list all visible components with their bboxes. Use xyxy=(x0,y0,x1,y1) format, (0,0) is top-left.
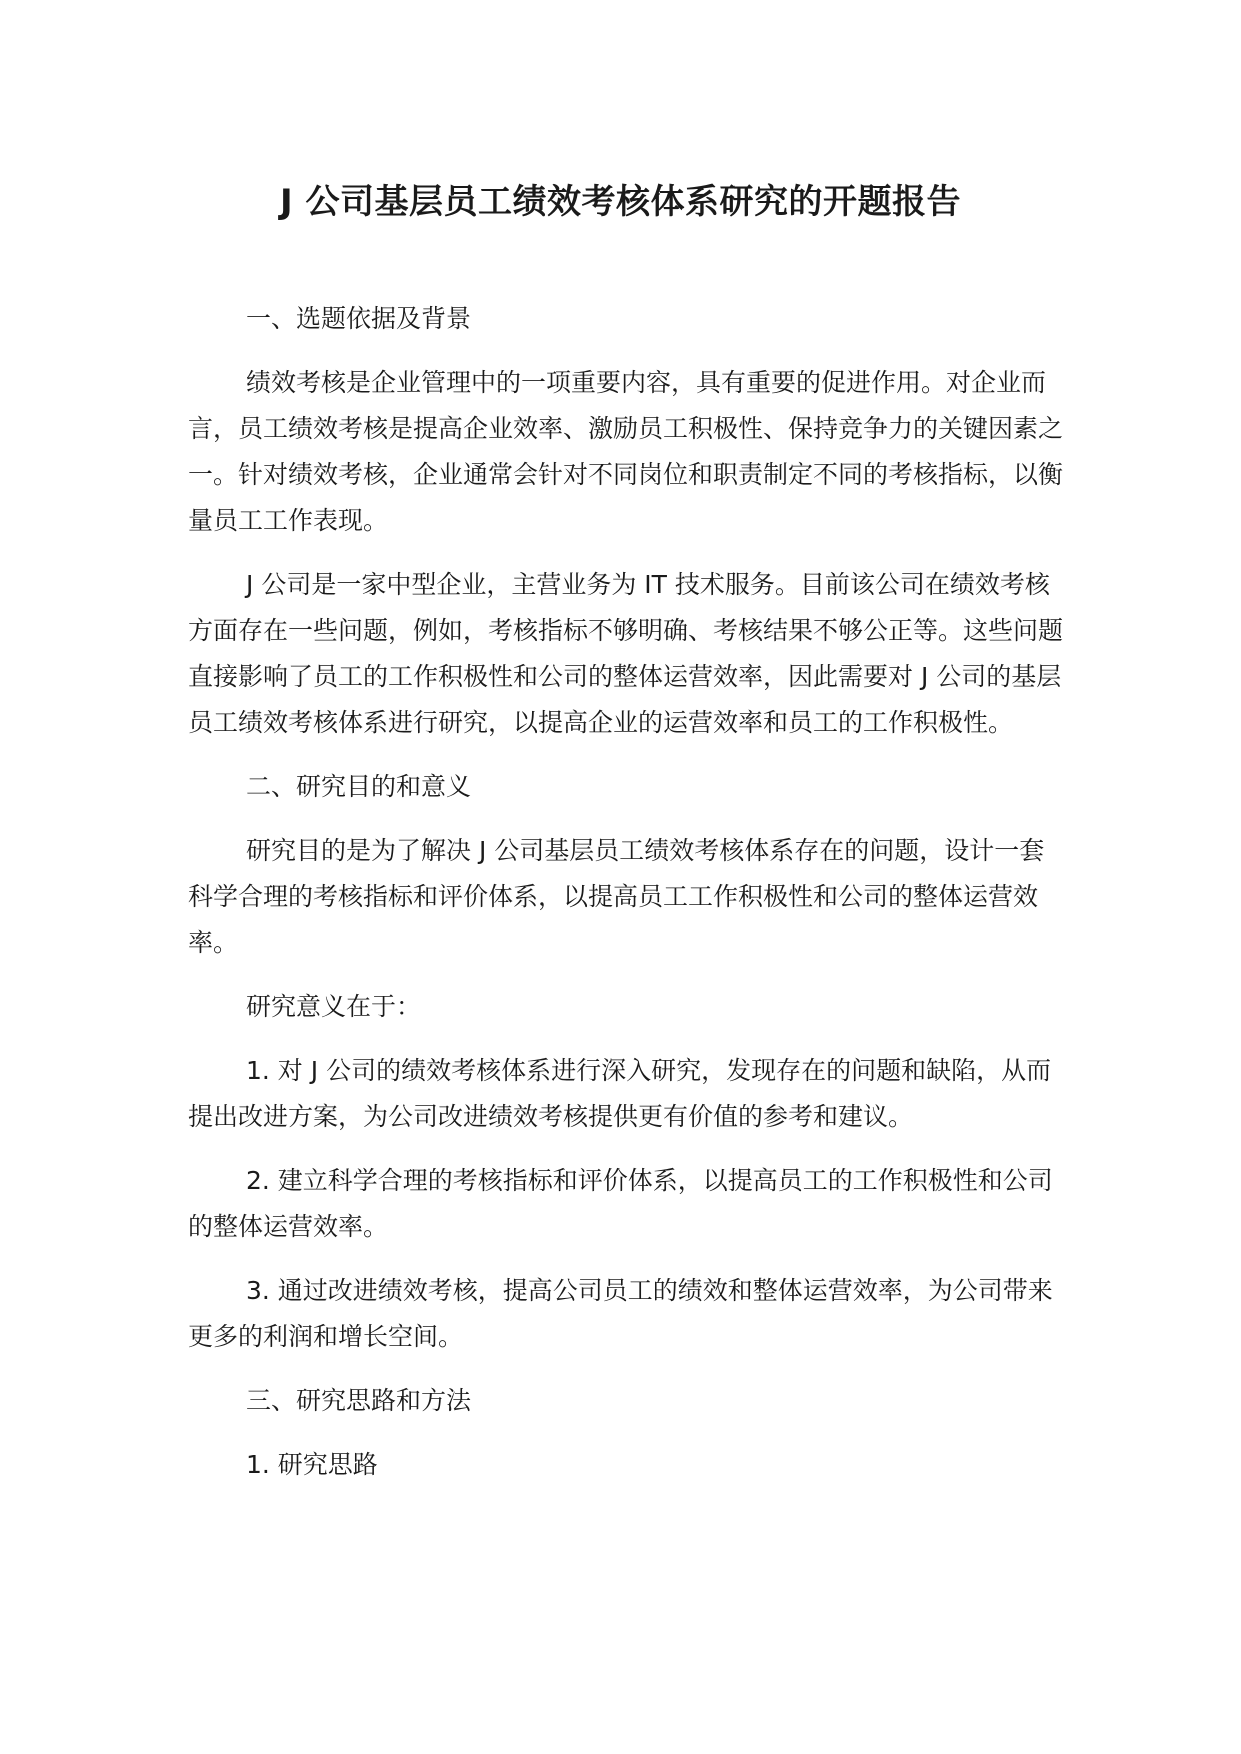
document-body xyxy=(188,296,1068,1506)
paragraph-background-1: 绩效考核是企业管理中的一项重要内容，具有重要的促进作用。对企业而言，员工绩效考核是提高企业效率、激励员工积极性、保持竞争力的关键因素之一。针对绩效考核，企业通常会针对不同岗位和职责制定不同的考核指标，以衡量员工工作表现。 xyxy=(188,368,1064,535)
section-heading-3: 三、研究思路和方法 xyxy=(246,1386,472,1415)
list-item-significance-2: 2. 建立科学合理的考核指标和评价体系，以提高员工的工作积极性和公司的整体运营效率。 xyxy=(188,1166,1053,1241)
paragraph-significance-intro: 研究意义在于： xyxy=(246,992,422,1021)
subsection-heading-research-approach: 1. 研究思路 xyxy=(246,1450,378,1479)
list-item-significance-1: 1. 对 J 公司的绩效考核体系进行深入研究，发现存在的问题和缺陷，从而提出改进方案，为公司改进绩效考核提供更有价值的参考和建议。 xyxy=(188,1056,1052,1131)
section-heading-1: 一、选题依据及背景 xyxy=(246,304,472,333)
list-item-significance-3: 3. 通过改进绩效考核，提高公司员工的绩效和整体运营效率，为公司带来更多的利润和增长空间。 xyxy=(188,1276,1053,1351)
document-title: J 公司基层员工绩效考核体系研究的开题报告 xyxy=(280,182,961,222)
paragraph-background-2: J 公司是一家中型企业，主营业务为 IT 技术服务。目前该公司在绩效考核方面存在一些问题，例如，考核指标不够明确、考核结果不够公正等。这些问题直接影响了员工的工作积极性和公司的整体运营效率，因此需要对 J 公司的基层员工绩效考核体系进行研究，以提高企业的运营效率和员工的工作积极性。 xyxy=(188,570,1064,737)
paragraph-purpose: 研究目的是为了解决 J 公司基层员工绩效考核体系存在的问题，设计一套科学合理的考核指标和评价体系，以提高员工工作积极性和公司的整体运营效率。 xyxy=(188,836,1045,957)
section-heading-2: 二、研究目的和意义 xyxy=(246,772,472,801)
